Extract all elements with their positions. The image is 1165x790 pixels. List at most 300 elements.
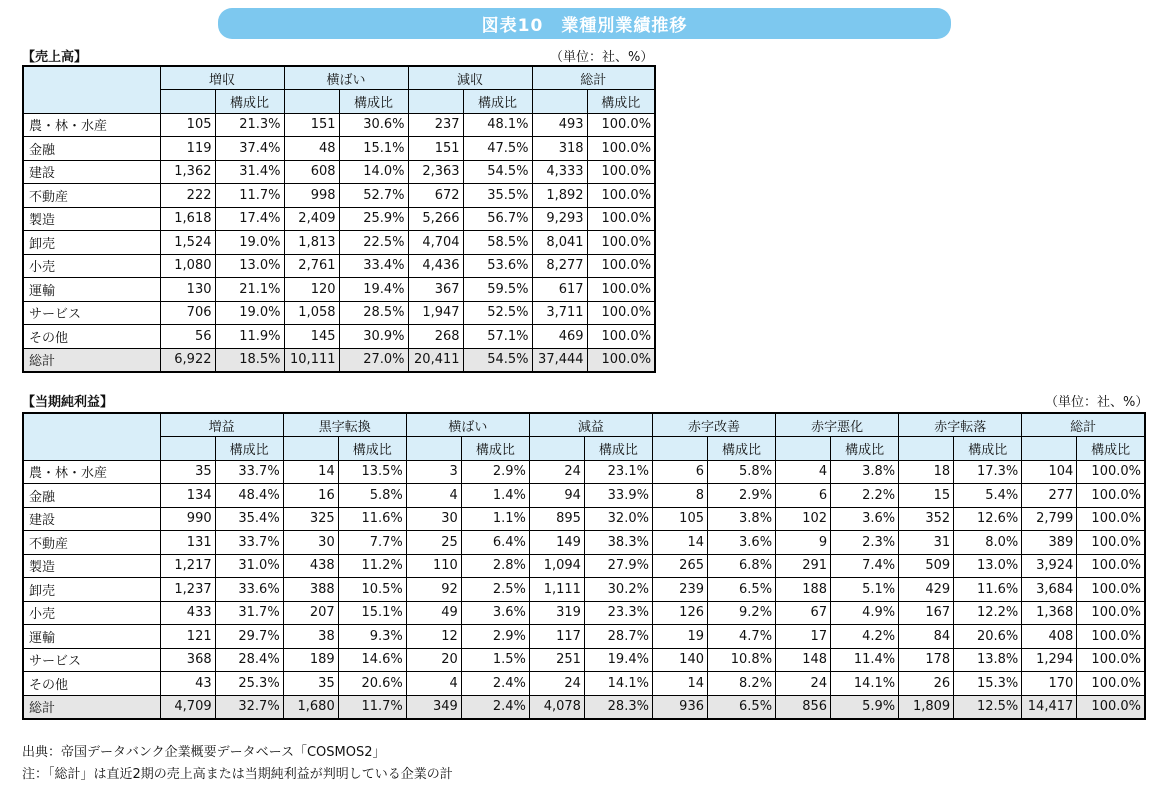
ratio-cell: 48.1%: [463, 113, 532, 137]
ratio-cell: 9.2%: [708, 601, 776, 625]
ratio-cell: 11.7%: [215, 184, 284, 208]
ratio-cell: 31.4%: [215, 160, 284, 184]
count-cell: 130: [160, 278, 215, 302]
count-cell: 990: [160, 507, 215, 531]
ratio-cell: 14.1%: [831, 672, 899, 696]
ratio-cell: 2.9%: [461, 460, 529, 484]
count-subheader: [283, 437, 338, 461]
ratio-cell: 30.6%: [339, 113, 408, 137]
count-cell: 104: [1022, 460, 1077, 484]
ratio-cell: 29.7%: [215, 625, 283, 649]
count-cell: 4,436: [408, 254, 463, 278]
count-cell: 318: [532, 137, 587, 161]
ratio-cell: 100.0%: [1077, 625, 1145, 649]
ratio-cell: 19.4%: [584, 648, 652, 672]
ratio-cell: 6.5%: [708, 578, 776, 602]
ratio-cell: 19.4%: [339, 278, 408, 302]
ratio-cell: 100.0%: [1077, 507, 1145, 531]
count-subheader: [1022, 437, 1077, 461]
ratio-cell: 13.5%: [338, 460, 406, 484]
count-cell: 268: [408, 325, 463, 349]
figure-title: 図表10 業種別業績推移: [218, 8, 951, 39]
ratio-cell: 100.0%: [1077, 672, 1145, 696]
row-label: 総計: [23, 348, 160, 372]
table-row: [23, 113, 655, 137]
count-subheader: [532, 90, 587, 114]
ratio-cell: 6.5%: [708, 695, 776, 719]
count-cell: 8,041: [532, 231, 587, 255]
ratio-cell: 4.2%: [831, 625, 899, 649]
count-cell: 4: [776, 460, 831, 484]
count-cell: 998: [284, 184, 339, 208]
column-group-header: 増収: [160, 66, 284, 90]
count-cell: 1,094: [529, 554, 584, 578]
count-cell: 1,680: [283, 695, 338, 719]
count-cell: 14,417: [1022, 695, 1077, 719]
ratio-subheader: 構成比: [461, 437, 529, 461]
count-cell: 25: [406, 531, 461, 555]
count-cell: 24: [776, 672, 831, 696]
table-row: [23, 278, 655, 302]
count-cell: 20,411: [408, 348, 463, 372]
ratio-cell: 5.8%: [708, 460, 776, 484]
total-row: [23, 348, 655, 372]
table-row: [23, 301, 655, 325]
row-label: サービス: [23, 301, 160, 325]
count-cell: 469: [532, 325, 587, 349]
count-cell: 5,266: [408, 207, 463, 231]
ratio-cell: 8.0%: [954, 531, 1022, 555]
count-cell: 352: [899, 507, 954, 531]
ratio-cell: 17.4%: [215, 207, 284, 231]
count-cell: 251: [529, 648, 584, 672]
ratio-cell: 2.4%: [461, 672, 529, 696]
count-cell: 121: [160, 625, 215, 649]
count-cell: 1,809: [899, 695, 954, 719]
ratio-cell: 2.8%: [461, 554, 529, 578]
ratio-cell: 33.9%: [584, 484, 652, 508]
count-cell: 1,524: [160, 231, 215, 255]
table-row: [23, 507, 1145, 531]
row-label: サービス: [23, 648, 160, 672]
count-cell: 367: [408, 278, 463, 302]
count-cell: 24: [529, 672, 584, 696]
ratio-cell: 59.5%: [463, 278, 532, 302]
ratio-cell: 100.0%: [1077, 648, 1145, 672]
count-cell: 4,333: [532, 160, 587, 184]
count-cell: 9: [776, 531, 831, 555]
count-cell: 8,277: [532, 254, 587, 278]
count-cell: 9,293: [532, 207, 587, 231]
profit-section-label: 【当期純利益】: [22, 395, 114, 410]
count-cell: 6,922: [160, 348, 215, 372]
count-cell: 35: [283, 672, 338, 696]
count-cell: 325: [283, 507, 338, 531]
ratio-cell: 100.0%: [1077, 531, 1145, 555]
count-cell: 92: [406, 578, 461, 602]
ratio-cell: 15.1%: [338, 601, 406, 625]
ratio-cell: 28.5%: [339, 301, 408, 325]
ratio-cell: 35.5%: [463, 184, 532, 208]
count-cell: 18: [899, 460, 954, 484]
ratio-cell: 38.3%: [584, 531, 652, 555]
ratio-cell: 11.4%: [831, 648, 899, 672]
ratio-cell: 12.6%: [954, 507, 1022, 531]
count-cell: 49: [406, 601, 461, 625]
count-cell: 1,892: [532, 184, 587, 208]
count-cell: 30: [283, 531, 338, 555]
table-row: [23, 554, 1145, 578]
ratio-cell: 48.4%: [215, 484, 283, 508]
ratio-cell: 15.1%: [339, 137, 408, 161]
column-group-header: 赤字悪化: [776, 413, 899, 437]
count-cell: 30: [406, 507, 461, 531]
count-cell: 672: [408, 184, 463, 208]
count-cell: 140: [652, 648, 707, 672]
ratio-cell: 5.8%: [338, 484, 406, 508]
ratio-cell: 4.9%: [831, 601, 899, 625]
count-subheader: [899, 437, 954, 461]
ratio-cell: 56.7%: [463, 207, 532, 231]
count-cell: 1,080: [160, 254, 215, 278]
count-cell: 509: [899, 554, 954, 578]
ratio-cell: 11.6%: [954, 578, 1022, 602]
ratio-cell: 5.1%: [831, 578, 899, 602]
ratio-cell: 54.5%: [463, 348, 532, 372]
count-cell: 67: [776, 601, 831, 625]
count-cell: 4: [406, 484, 461, 508]
ratio-cell: 13.8%: [954, 648, 1022, 672]
count-cell: 1,217: [160, 554, 215, 578]
count-cell: 24: [529, 460, 584, 484]
ratio-cell: 4.7%: [708, 625, 776, 649]
count-subheader: [284, 90, 339, 114]
ratio-cell: 27.9%: [584, 554, 652, 578]
table-row: [23, 160, 655, 184]
column-group-header: 黒字転換: [283, 413, 406, 437]
ratio-cell: 13.0%: [215, 254, 284, 278]
count-cell: 149: [529, 531, 584, 555]
ratio-cell: 2.3%: [831, 531, 899, 555]
count-subheader: [529, 437, 584, 461]
ratio-cell: 100.0%: [1077, 695, 1145, 719]
ratio-cell: 100.0%: [1077, 601, 1145, 625]
ratio-cell: 3.6%: [461, 601, 529, 625]
count-cell: 14: [652, 672, 707, 696]
ratio-subheader: 構成比: [831, 437, 899, 461]
count-cell: 1,111: [529, 578, 584, 602]
count-cell: 151: [408, 137, 463, 161]
ratio-cell: 23.1%: [584, 460, 652, 484]
row-label: 建設: [23, 507, 160, 531]
count-cell: 265: [652, 554, 707, 578]
count-cell: 291: [776, 554, 831, 578]
ratio-cell: 20.6%: [338, 672, 406, 696]
sales-section-label: 【売上高】: [22, 50, 88, 65]
ratio-subheader: 構成比: [338, 437, 406, 461]
count-cell: 56: [160, 325, 215, 349]
count-cell: 3,924: [1022, 554, 1077, 578]
ratio-cell: 6.4%: [461, 531, 529, 555]
table-row: [23, 578, 1145, 602]
count-cell: 1,237: [160, 578, 215, 602]
ratio-subheader: 構成比: [1077, 437, 1145, 461]
ratio-cell: 52.7%: [339, 184, 408, 208]
row-label: 金融: [23, 484, 160, 508]
column-group-header: 増益: [160, 413, 283, 437]
count-cell: 2,363: [408, 160, 463, 184]
ratio-cell: 8.2%: [708, 672, 776, 696]
ratio-cell: 2.5%: [461, 578, 529, 602]
count-cell: 151: [284, 113, 339, 137]
count-cell: 2,761: [284, 254, 339, 278]
count-cell: 43: [160, 672, 215, 696]
column-group-header: 横ばい: [284, 66, 408, 90]
column-group-header: 減収: [408, 66, 532, 90]
ratio-cell: 7.4%: [831, 554, 899, 578]
count-cell: 493: [532, 113, 587, 137]
count-cell: 3,684: [1022, 578, 1077, 602]
ratio-cell: 14.6%: [338, 648, 406, 672]
count-cell: 1,618: [160, 207, 215, 231]
count-cell: 170: [1022, 672, 1077, 696]
count-cell: 1,362: [160, 160, 215, 184]
count-cell: 3: [406, 460, 461, 484]
row-label: 総計: [23, 695, 160, 719]
row-label: 不動産: [23, 184, 160, 208]
count-cell: 706: [160, 301, 215, 325]
ratio-cell: 33.7%: [215, 460, 283, 484]
count-cell: 145: [284, 325, 339, 349]
count-cell: 35: [160, 460, 215, 484]
count-cell: 1,368: [1022, 601, 1077, 625]
column-group-header: 横ばい: [406, 413, 529, 437]
ratio-cell: 100.0%: [587, 231, 655, 255]
count-cell: 119: [160, 137, 215, 161]
count-cell: 110: [406, 554, 461, 578]
ratio-cell: 9.3%: [338, 625, 406, 649]
ratio-cell: 57.1%: [463, 325, 532, 349]
table-row: [23, 325, 655, 349]
ratio-cell: 10.8%: [708, 648, 776, 672]
count-cell: 1,294: [1022, 648, 1077, 672]
ratio-cell: 6.8%: [708, 554, 776, 578]
sales-header-corner: [23, 66, 160, 113]
ratio-subheader: 構成比: [708, 437, 776, 461]
table-row: [23, 184, 655, 208]
ratio-cell: 22.5%: [339, 231, 408, 255]
column-group-header: 赤字改善: [652, 413, 775, 437]
count-cell: 188: [776, 578, 831, 602]
count-cell: 17: [776, 625, 831, 649]
ratio-cell: 15.3%: [954, 672, 1022, 696]
count-cell: 408: [1022, 625, 1077, 649]
sales-unit-label: （単位：社、%）: [550, 50, 654, 65]
ratio-subheader: 構成比: [339, 90, 408, 114]
ratio-cell: 5.9%: [831, 695, 899, 719]
ratio-subheader: 構成比: [954, 437, 1022, 461]
count-cell: 16: [283, 484, 338, 508]
count-subheader: [652, 437, 707, 461]
count-cell: 148: [776, 648, 831, 672]
count-cell: 349: [406, 695, 461, 719]
count-cell: 105: [652, 507, 707, 531]
row-label: 運輸: [23, 278, 160, 302]
row-label: 建設: [23, 160, 160, 184]
row-label: 運輸: [23, 625, 160, 649]
count-subheader: [406, 437, 461, 461]
count-cell: 222: [160, 184, 215, 208]
count-cell: 20: [406, 648, 461, 672]
ratio-cell: 58.5%: [463, 231, 532, 255]
count-cell: 4,704: [408, 231, 463, 255]
ratio-subheader: 構成比: [215, 90, 284, 114]
count-cell: 84: [899, 625, 954, 649]
ratio-cell: 1.5%: [461, 648, 529, 672]
count-cell: 120: [284, 278, 339, 302]
count-cell: 134: [160, 484, 215, 508]
ratio-cell: 17.3%: [954, 460, 1022, 484]
count-cell: 1,947: [408, 301, 463, 325]
ratio-cell: 31.0%: [215, 554, 283, 578]
ratio-subheader: 構成比: [587, 90, 655, 114]
ratio-cell: 11.6%: [338, 507, 406, 531]
ratio-cell: 20.6%: [954, 625, 1022, 649]
ratio-cell: 3.6%: [831, 507, 899, 531]
ratio-cell: 14.1%: [584, 672, 652, 696]
count-cell: 15: [899, 484, 954, 508]
table-row: [23, 601, 1145, 625]
footnote: 注：「総計」は直近2期の売上高または当期純利益が判明している企業の計: [22, 767, 453, 782]
count-cell: 8: [652, 484, 707, 508]
ratio-cell: 3.8%: [831, 460, 899, 484]
count-cell: 37,444: [532, 348, 587, 372]
count-cell: 277: [1022, 484, 1077, 508]
ratio-cell: 27.0%: [339, 348, 408, 372]
count-cell: 617: [532, 278, 587, 302]
count-cell: 6: [652, 460, 707, 484]
profit-table: [22, 412, 1146, 720]
count-cell: 207: [283, 601, 338, 625]
ratio-cell: 25.3%: [215, 672, 283, 696]
ratio-cell: 7.7%: [338, 531, 406, 555]
ratio-cell: 33.7%: [215, 531, 283, 555]
ratio-cell: 37.4%: [215, 137, 284, 161]
count-cell: 388: [283, 578, 338, 602]
profit-header-corner: [23, 413, 160, 460]
ratio-cell: 32.7%: [215, 695, 283, 719]
row-label: 農・林・水産: [23, 460, 160, 484]
count-cell: 6: [776, 484, 831, 508]
row-label: 小売: [23, 254, 160, 278]
count-subheader: [160, 437, 215, 461]
count-cell: 433: [160, 601, 215, 625]
table-row: [23, 484, 1145, 508]
profit-unit-label: （単位：社、%）: [1045, 395, 1149, 410]
count-cell: 10,111: [284, 348, 339, 372]
row-label: 製造: [23, 207, 160, 231]
ratio-cell: 28.3%: [584, 695, 652, 719]
count-cell: 237: [408, 113, 463, 137]
count-cell: 429: [899, 578, 954, 602]
row-label: 製造: [23, 554, 160, 578]
table-row: [23, 531, 1145, 555]
count-cell: 4,078: [529, 695, 584, 719]
ratio-cell: 21.1%: [215, 278, 284, 302]
sales-table: [22, 65, 656, 373]
ratio-cell: 23.3%: [584, 601, 652, 625]
count-cell: 38: [283, 625, 338, 649]
count-cell: 856: [776, 695, 831, 719]
ratio-cell: 19.0%: [215, 301, 284, 325]
count-cell: 131: [160, 531, 215, 555]
ratio-cell: 28.4%: [215, 648, 283, 672]
count-cell: 2,799: [1022, 507, 1077, 531]
ratio-cell: 100.0%: [587, 325, 655, 349]
row-label: 卸売: [23, 578, 160, 602]
ratio-cell: 2.9%: [708, 484, 776, 508]
row-label: 農・林・水産: [23, 113, 160, 137]
ratio-cell: 47.5%: [463, 137, 532, 161]
ratio-cell: 54.5%: [463, 160, 532, 184]
count-cell: 126: [652, 601, 707, 625]
ratio-cell: 30.2%: [584, 578, 652, 602]
ratio-cell: 11.2%: [338, 554, 406, 578]
ratio-subheader: 構成比: [215, 437, 283, 461]
count-subheader: [160, 90, 215, 114]
count-cell: 48: [284, 137, 339, 161]
ratio-cell: 10.5%: [338, 578, 406, 602]
ratio-cell: 100.0%: [587, 113, 655, 137]
table-row: [23, 648, 1145, 672]
row-label: 卸売: [23, 231, 160, 255]
ratio-cell: 100.0%: [1077, 484, 1145, 508]
table-row: [23, 625, 1145, 649]
ratio-cell: 25.9%: [339, 207, 408, 231]
ratio-cell: 18.5%: [215, 348, 284, 372]
count-cell: 117: [529, 625, 584, 649]
row-label: 小売: [23, 601, 160, 625]
count-cell: 26: [899, 672, 954, 696]
count-cell: 319: [529, 601, 584, 625]
table-row: [23, 672, 1145, 696]
ratio-cell: 100.0%: [587, 301, 655, 325]
count-cell: 895: [529, 507, 584, 531]
ratio-cell: 100.0%: [587, 160, 655, 184]
ratio-cell: 33.6%: [215, 578, 283, 602]
ratio-cell: 1.1%: [461, 507, 529, 531]
row-label: その他: [23, 325, 160, 349]
count-cell: 4,709: [160, 695, 215, 719]
ratio-cell: 52.5%: [463, 301, 532, 325]
count-cell: 2,409: [284, 207, 339, 231]
table-row: [23, 460, 1145, 484]
count-cell: 239: [652, 578, 707, 602]
ratio-cell: 31.7%: [215, 601, 283, 625]
ratio-cell: 100.0%: [587, 137, 655, 161]
ratio-cell: 100.0%: [587, 207, 655, 231]
count-cell: 1,058: [284, 301, 339, 325]
ratio-cell: 33.4%: [339, 254, 408, 278]
ratio-cell: 28.7%: [584, 625, 652, 649]
row-label: 不動産: [23, 531, 160, 555]
ratio-cell: 12.5%: [954, 695, 1022, 719]
ratio-cell: 100.0%: [587, 184, 655, 208]
ratio-cell: 2.9%: [461, 625, 529, 649]
count-cell: 102: [776, 507, 831, 531]
count-cell: 4: [406, 672, 461, 696]
ratio-cell: 35.4%: [215, 507, 283, 531]
